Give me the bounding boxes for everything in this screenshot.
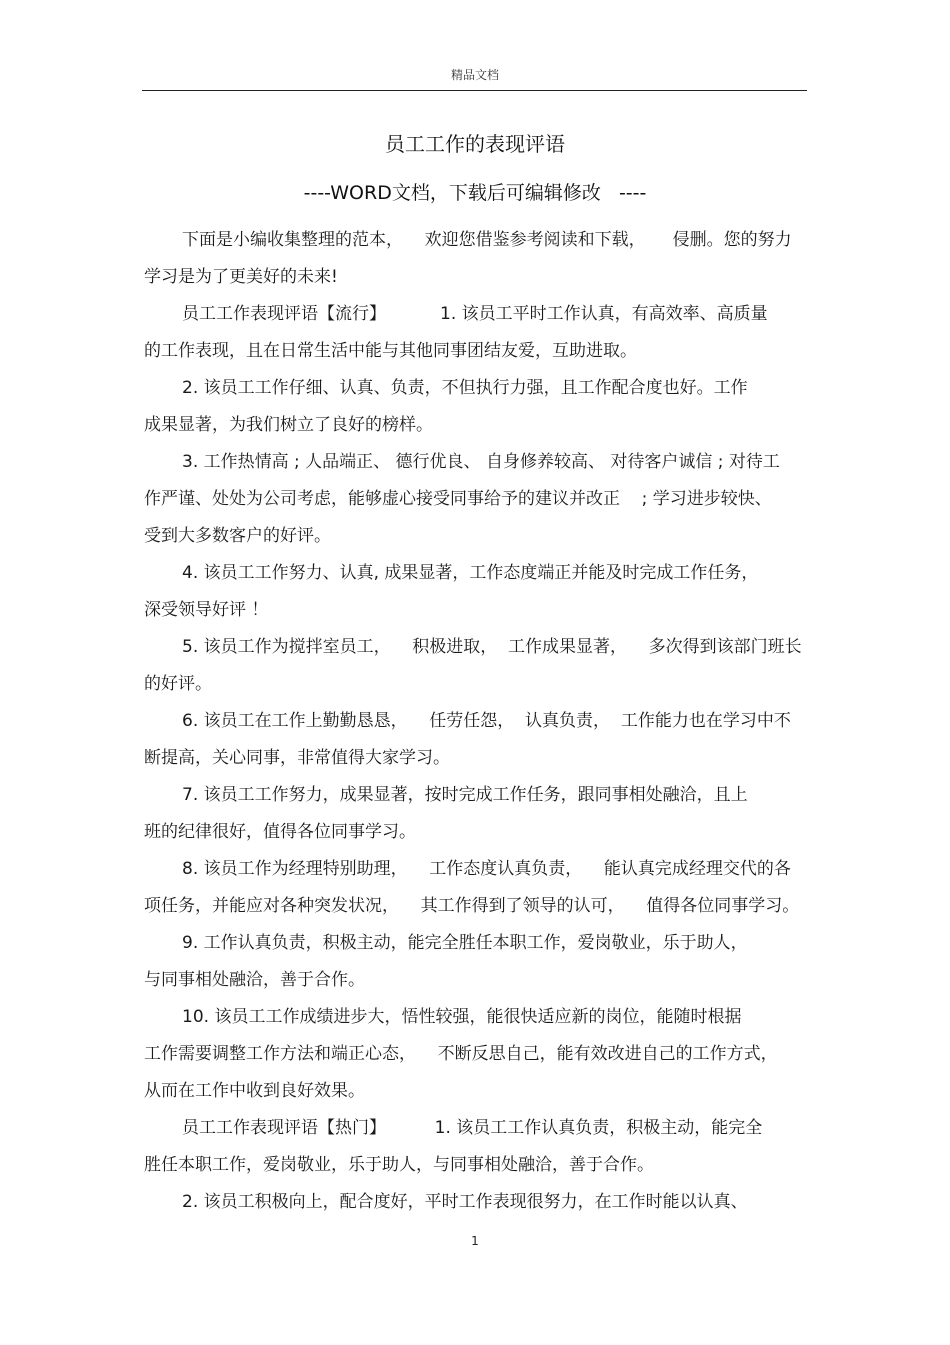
body-line: 9. 工作认真负责，积极主动，能完全胜任本职工作，爱岗敬业，乐于助人， — [182, 933, 748, 953]
body-line: 班的纪律很好，值得各位同事学习。 — [144, 822, 416, 842]
body-line: 员工工作表现评语【流行】 1. 该员工平时工作认真，有高效率、高质量 — [182, 304, 768, 324]
body-line: 工作需要调整工作方法和端正心态， 不断反思自己，能有效改进自己的工作方式， — [144, 1044, 778, 1064]
body-line: 与同事相处融洽，善于合作。 — [144, 970, 365, 990]
body-line: 项任务，并能应对各种突发状况， 其工作得到了领导的认可， 值得各位同事学习。 — [144, 896, 800, 916]
body-line: 2. 该员工工作仔细、认真、负责，不但执行力强，且工作配合度也好。工作 — [182, 378, 748, 398]
header-divider — [142, 90, 807, 91]
body-line: 8. 该员工作为经理特别助理， 工作态度认真负责， 能认真完成经理交代的各 — [182, 859, 791, 879]
body-line: 成果显著，为我们树立了良好的榜样。 — [144, 415, 433, 435]
body-line: 作严谨、处处为公司考虑，能够虚心接受同事给予的建议并改正 ; 学习进步较快、 — [144, 489, 772, 509]
body-line: 5. 该员工作为搅拌室员工， 积极进取， 工作成果显著， 多次得到该部门班长 — [182, 637, 802, 657]
body-line: 学习是为了更美好的未来! — [144, 267, 338, 287]
body-line: 的好评。 — [144, 674, 212, 694]
body-line: 从而在工作中收到良好效果。 — [144, 1081, 365, 1101]
body-line: 3. 工作热情高 ; 人品端正、 德行优良、 自身修养较高、 对待客户诚信 ; 对待工 — [182, 452, 780, 472]
body-line: 深受领导好评 ！ — [144, 600, 269, 620]
body-line: 断提高，关心同事，非常值得大家学习。 — [144, 748, 450, 768]
body-line: 受到大多数客户的好评。 — [144, 526, 331, 546]
document-subtitle: ----WORD文档，下载后可编辑修改 ---- — [303, 182, 647, 204]
body-line: 7. 该员工工作努力，成果显著，按时完成工作任务，跟同事相处融洽，且上 — [182, 785, 748, 805]
page-header: 精品文档 — [450, 68, 499, 82]
body-line: 10. 该员工工作成绩进步大，悟性较强，能很快适应新的岗位，能随时根据 — [182, 1007, 742, 1027]
body-line: 员工工作表现评语【热门】 1. 该员工工作认真负责，积极主动，能完全 — [182, 1118, 763, 1138]
page-number: 1 — [471, 1234, 479, 1248]
body-line: 下面是小编收集整理的范本， 欢迎您借鉴参考阅读和下载， 侵删。您的努力 — [182, 230, 792, 250]
body-line: 胜任本职工作，爱岗敬业，乐于助人，与同事相处融洽，善于合作。 — [144, 1155, 654, 1175]
body-line: 的工作表现，且在日常生活中能与其他同事团结友爱，互助进取。 — [144, 341, 637, 361]
body-line: 4. 该员工工作努力、认真, 成果显著，工作态度端正并能及时完成工作任务， — [182, 563, 759, 583]
body-line: 6. 该员工在工作上勤勤恳恳， 任劳任怨， 认真负责， 工作能力也在学习中不 — [182, 711, 791, 731]
body-line: 2. 该员工积极向上，配合度好，平时工作表现很努力，在工作时能以认真、 — [182, 1192, 748, 1212]
document-title: 员工工作的表现评语 — [385, 132, 565, 156]
